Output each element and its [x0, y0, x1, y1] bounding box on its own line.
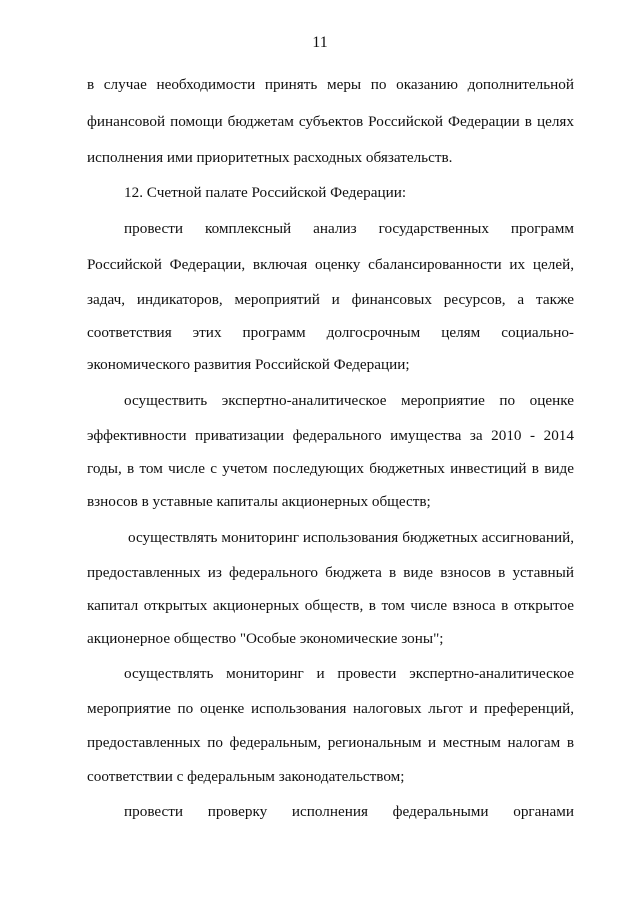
text-line: осуществить экспертно-аналитическое мероприятие по оценке: [124, 392, 574, 409]
text-line: провести проверку исполнения федеральными органами: [124, 803, 574, 820]
text-line: осуществлять мониторинг и провести экспертно-аналитическое: [124, 665, 574, 682]
text-line: финансовой помощи бюджетам субъектов Российской Федерации в целях: [87, 113, 574, 130]
text-line: предоставленных из федерального бюджета в виде взносов в уставный: [87, 564, 574, 581]
text-line: акционерное общество "Особые экономические зоны";: [87, 630, 444, 647]
section-heading: 12. Счетной палате Российской Федерации:: [124, 184, 407, 201]
text-line: осуществлять мониторинг использования бюджетных ассигнований,: [128, 529, 574, 546]
text-line: исполнения ими приоритетных расходных обязательств.: [87, 149, 453, 166]
text-line: мероприятие по оценке использования налоговых льгот и преференций,: [87, 700, 574, 717]
text-line: капитал открытых акционерных обществ, в том числе взноса в открытое: [87, 597, 574, 614]
text-line: задач, индикаторов, мероприятий и финансовых ресурсов, а также: [87, 291, 574, 308]
text-line: экономического развития Российской Федерации;: [87, 356, 410, 373]
text-line: предоставленных по федеральным, региональным и местным налогам в: [87, 734, 574, 751]
text-line: Российской Федерации, включая оценку сбалансированности их целей,: [87, 256, 574, 273]
text-line: взносов в уставные капиталы акционерных обществ;: [87, 493, 431, 510]
page-number: 11: [312, 34, 328, 51]
text-line: соответствии с федеральным законодательством;: [87, 768, 405, 785]
text-line: эффективности приватизации федерального имущества за 2010 - 2014: [87, 427, 574, 444]
text-line: соответствия этих программ долгосрочным целям социально-: [87, 324, 574, 341]
text-line: в случае необходимости принять меры по оказанию дополнительной: [87, 76, 574, 93]
text-line: годы, в том числе с учетом последующих бюджетных инвестиций в виде: [87, 460, 574, 477]
text-line: провести комплексный анализ государственных программ: [124, 220, 574, 237]
